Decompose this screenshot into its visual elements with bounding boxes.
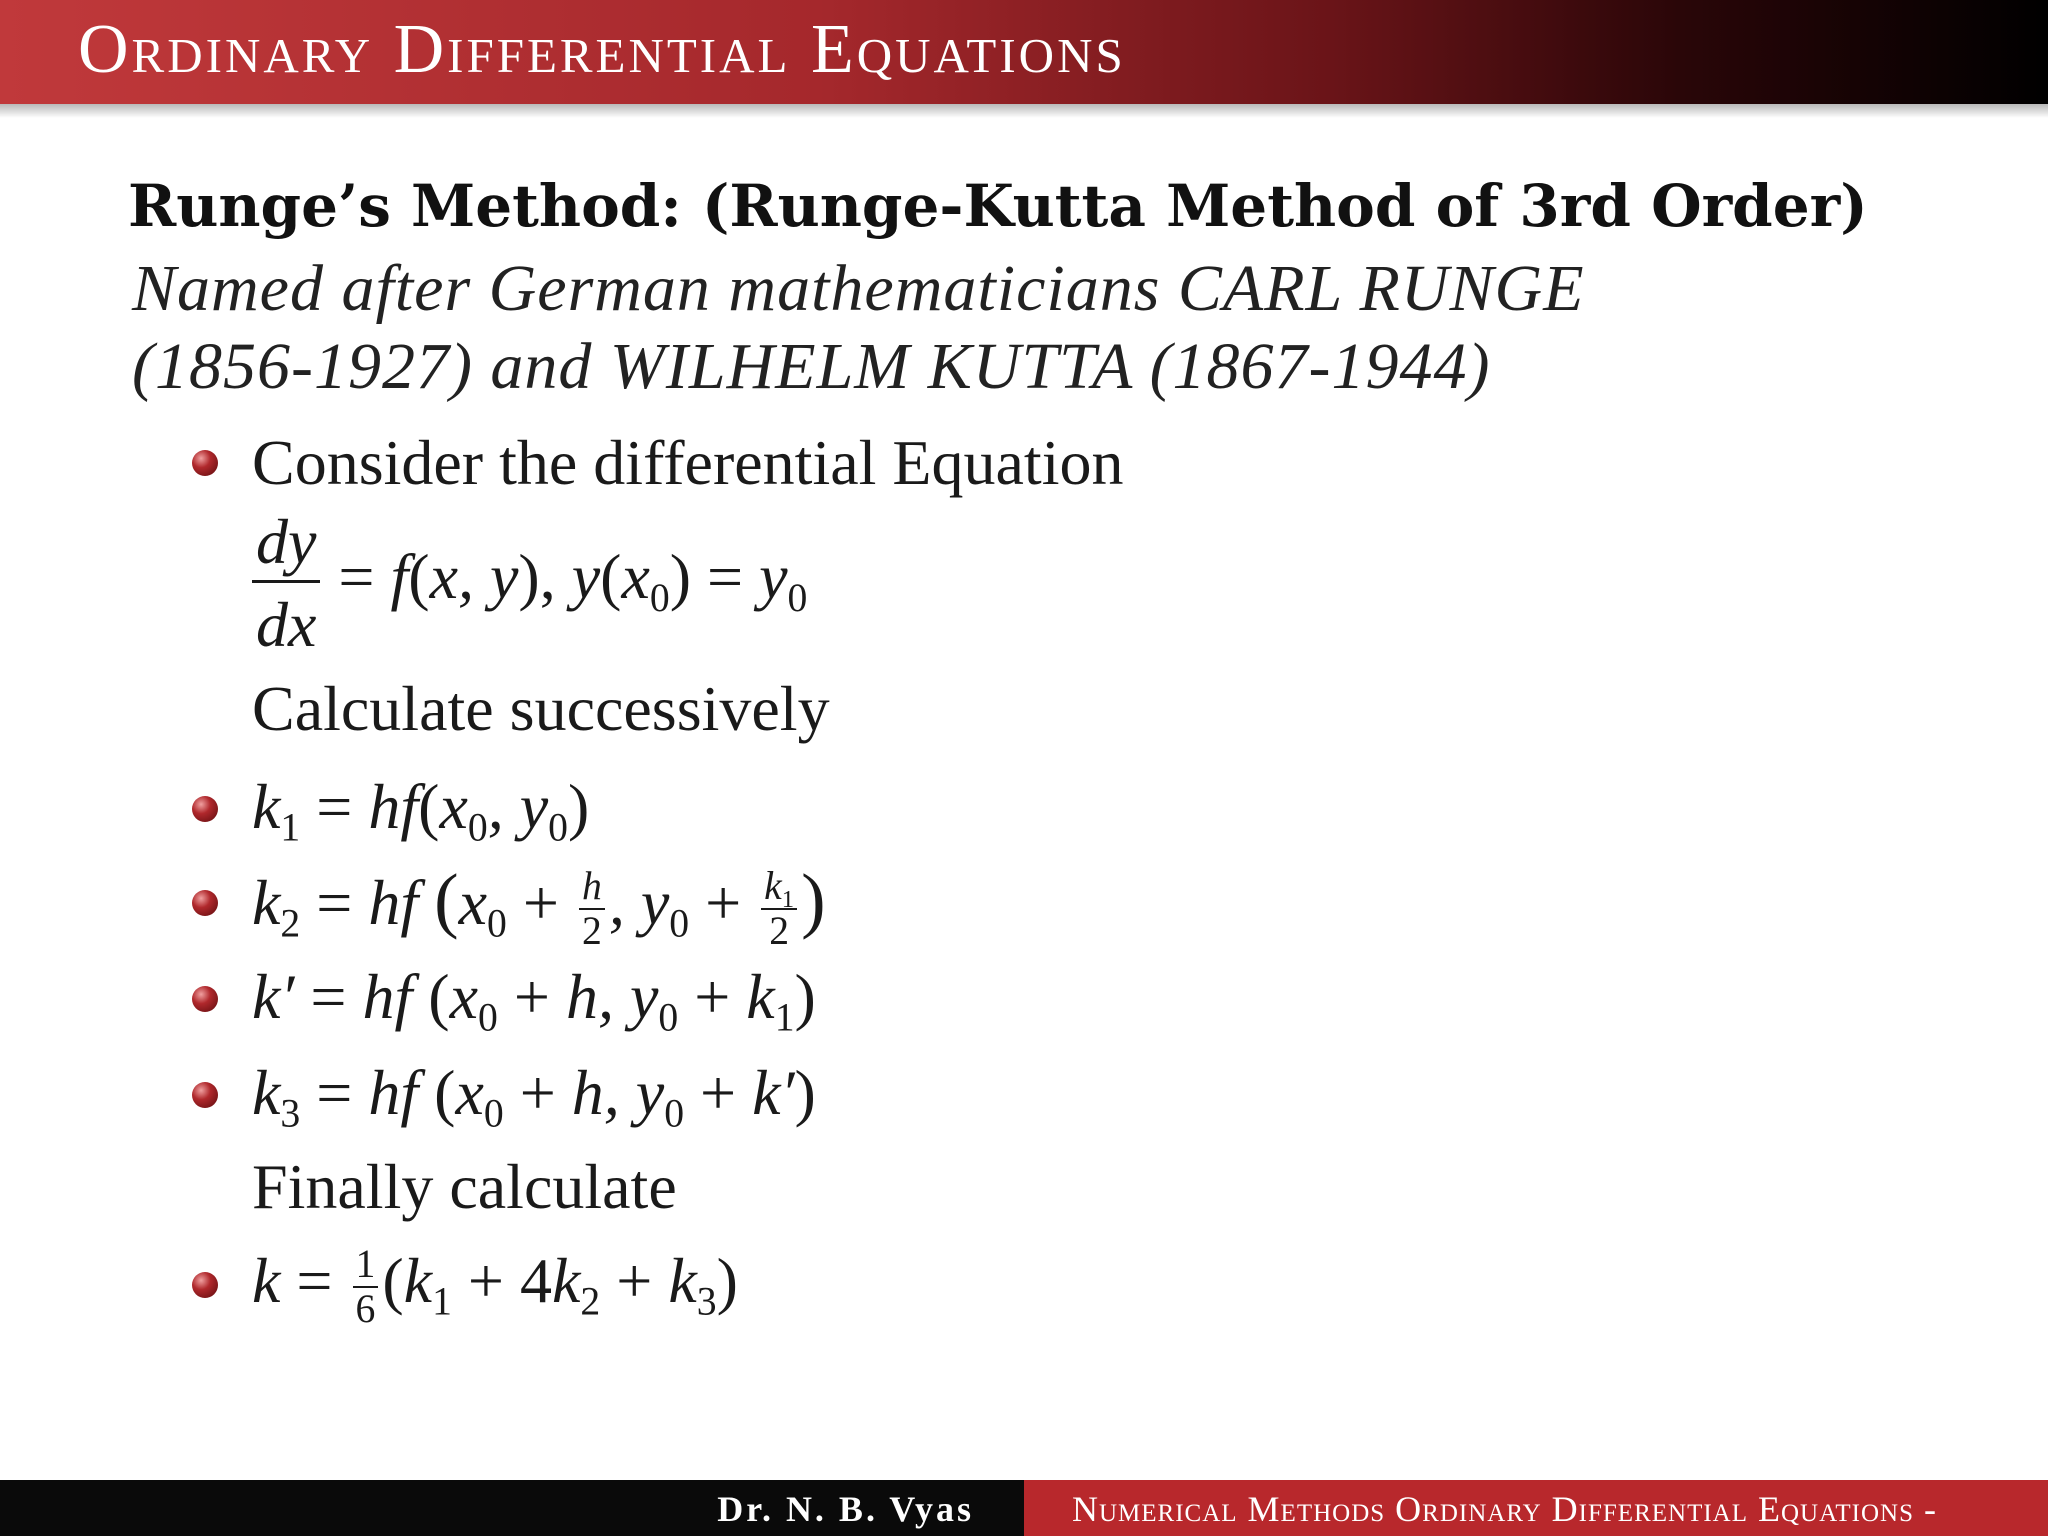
- intro-line-2: (1856-1927) and WILHELM KUTTA (1867-1944): [132, 330, 1491, 403]
- ode-equation: $\frac{dy}{dx}$ = f(x, y), $y(x_0) = y_0$: [252, 510, 807, 657]
- bullet-icon: [192, 986, 218, 1012]
- k2-formula: $k_2$ = hf ($x_0$ + $\frac{h}{2}$ , $y_0$ + $\frac{k_1}{2}$ ): [252, 858, 826, 954]
- k-prime-formula: k′ = hf ($x_0 + h$, $y_0 + k_1$): [252, 961, 816, 1040]
- bullet-icon: [192, 450, 218, 476]
- footer-bar: [0, 1480, 2048, 1536]
- page-title: Ordinary Differential Equations: [78, 11, 1126, 88]
- k1-formula: $k_1 = hf(x_0$, $y_0$): [252, 771, 590, 850]
- bullet-icon: [192, 796, 218, 822]
- footer-left-panel: [0, 1480, 1024, 1536]
- calc-text: Calculate successively: [252, 673, 830, 744]
- footer-right-panel: [1024, 1480, 2048, 1536]
- dy-dx-fraction: $\frac{dy}{dx}$: [252, 510, 320, 657]
- bullet-icon: [192, 1272, 218, 1298]
- k3-formula: $k_3$ = hf ($x_0 + h$, $y_0 + k'$): [252, 1057, 816, 1136]
- bullet-icon: [192, 1082, 218, 1108]
- footer-course-title: Numerical Methods Ordinary Differential Equations -: [1072, 1489, 1937, 1529]
- intro-line-1: Named after German mathematicians CARL RUNGE: [132, 252, 1585, 325]
- finally-text: Finally calculate: [252, 1151, 677, 1222]
- k-final-formula: k = $\frac{1}{6}$ $(k_1 + 4k_2 + k_3)$: [252, 1241, 738, 1332]
- consider-text: Consider the differential Equation: [252, 427, 1124, 498]
- slide-heading: Runge’s Method: (Runge-Kutta Method of 3rd Order): [128, 172, 1868, 240]
- header-shadow: [0, 104, 2048, 118]
- bullet-icon: [192, 890, 218, 916]
- footer-author: Dr. N. B. Vyas: [717, 1489, 974, 1529]
- intro-text: [132, 250, 1585, 406]
